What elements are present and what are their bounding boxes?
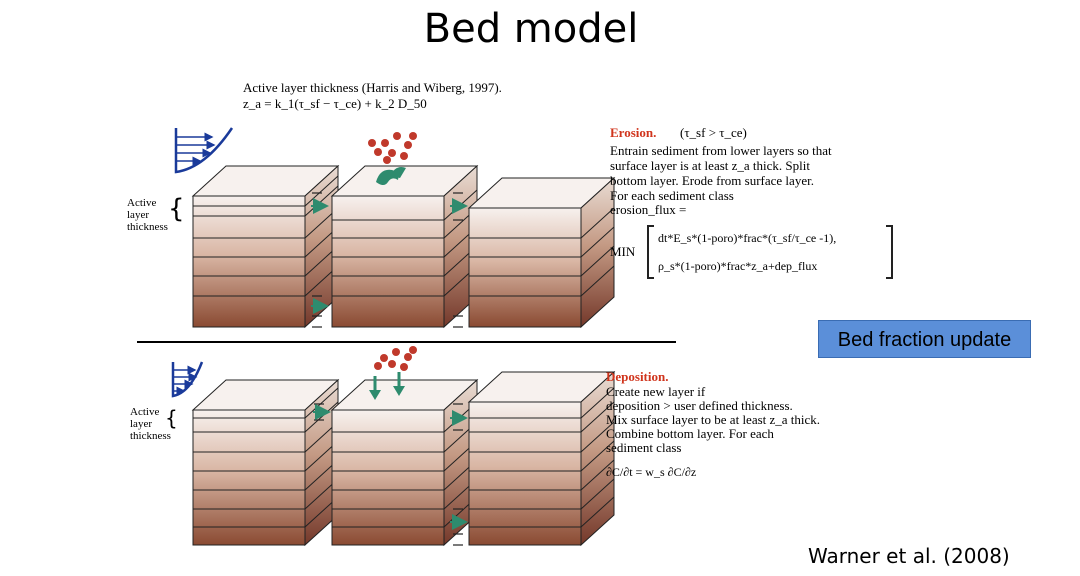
header-line-2: z_a = k_1(τ_sf − τ_ce) + k_2 D_50	[243, 96, 427, 111]
bed-fraction-update-badge: Bed fraction update	[818, 320, 1031, 358]
bed-block-4	[193, 380, 338, 545]
slide-title: Bed model	[423, 6, 639, 52]
citation: Warner et al. (2008)	[808, 544, 1010, 568]
brace-icon: {	[168, 194, 185, 224]
svg-text:MIN: MIN	[610, 244, 636, 259]
header-line-1: Active layer thickness (Harris and Wiberg, 1997).	[243, 80, 502, 95]
svg-text:∂C/∂t = w_s ∂C/∂z: ∂C/∂t = w_s ∂C/∂z	[606, 465, 697, 479]
svg-text:dt*E_s*(1-poro)*frac*(τ_sf/τ_c: dt*E_s*(1-poro)*frac*(τ_sf/τ_ce -1),	[658, 231, 837, 245]
svg-text:Erosion.: Erosion.	[610, 125, 657, 140]
svg-text:surface layer is at least z_a: surface layer is at least z_a thick. Split	[610, 158, 810, 173]
svg-text:Active: Active	[130, 406, 160, 418]
svg-text:sediment class: sediment class	[606, 440, 682, 455]
svg-text:Active: Active	[127, 197, 157, 209]
svg-text:Create new layer if: Create new layer if	[606, 384, 706, 399]
svg-text:deposition > user defined thic: deposition > user defined thickness.	[606, 398, 793, 413]
svg-text:erosion_flux =: erosion_flux =	[610, 202, 687, 217]
bed-block-5	[332, 380, 477, 545]
sediment-particles-icon	[368, 132, 417, 164]
velocity-profile-icon	[176, 128, 232, 172]
bed-block-1	[193, 166, 338, 327]
erosion-description	[610, 125, 892, 278]
bed-block-2	[332, 166, 477, 327]
deposition-description	[606, 369, 820, 479]
svg-text:(τ_sf > τ_ce): (τ_sf > τ_ce)	[680, 125, 747, 140]
velocity-profile-icon	[173, 362, 202, 396]
svg-text:Entrain sediment from lower la: Entrain sediment from lower layers so that	[610, 143, 832, 158]
svg-text:ρ_s*(1-poro)*frac*z_a+dep_flux: ρ_s*(1-poro)*frac*z_a+dep_flux	[658, 259, 818, 273]
active-layer-label	[127, 197, 168, 233]
svg-text:thickness: thickness	[130, 430, 171, 442]
bed-block-3	[469, 178, 614, 327]
svg-text:layer: layer	[130, 418, 152, 430]
brace-icon: {	[165, 406, 178, 430]
bed-block-6	[469, 372, 614, 545]
svg-text:Mix surface layer to be at lea: Mix surface layer to be at least z_a thick.	[606, 412, 821, 427]
sediment-particles-icon	[374, 346, 417, 371]
svg-text:thickness: thickness	[127, 221, 168, 233]
svg-text:bottom layer. Erode from surfa: bottom layer. Erode from surface layer.	[610, 173, 814, 188]
svg-text:For each sediment class: For each sediment class	[610, 188, 734, 203]
svg-text:Combine bottom layer. For each: Combine bottom layer. For each	[606, 426, 774, 441]
svg-text:Deposition.: Deposition.	[606, 369, 669, 384]
svg-text:layer: layer	[127, 209, 149, 221]
